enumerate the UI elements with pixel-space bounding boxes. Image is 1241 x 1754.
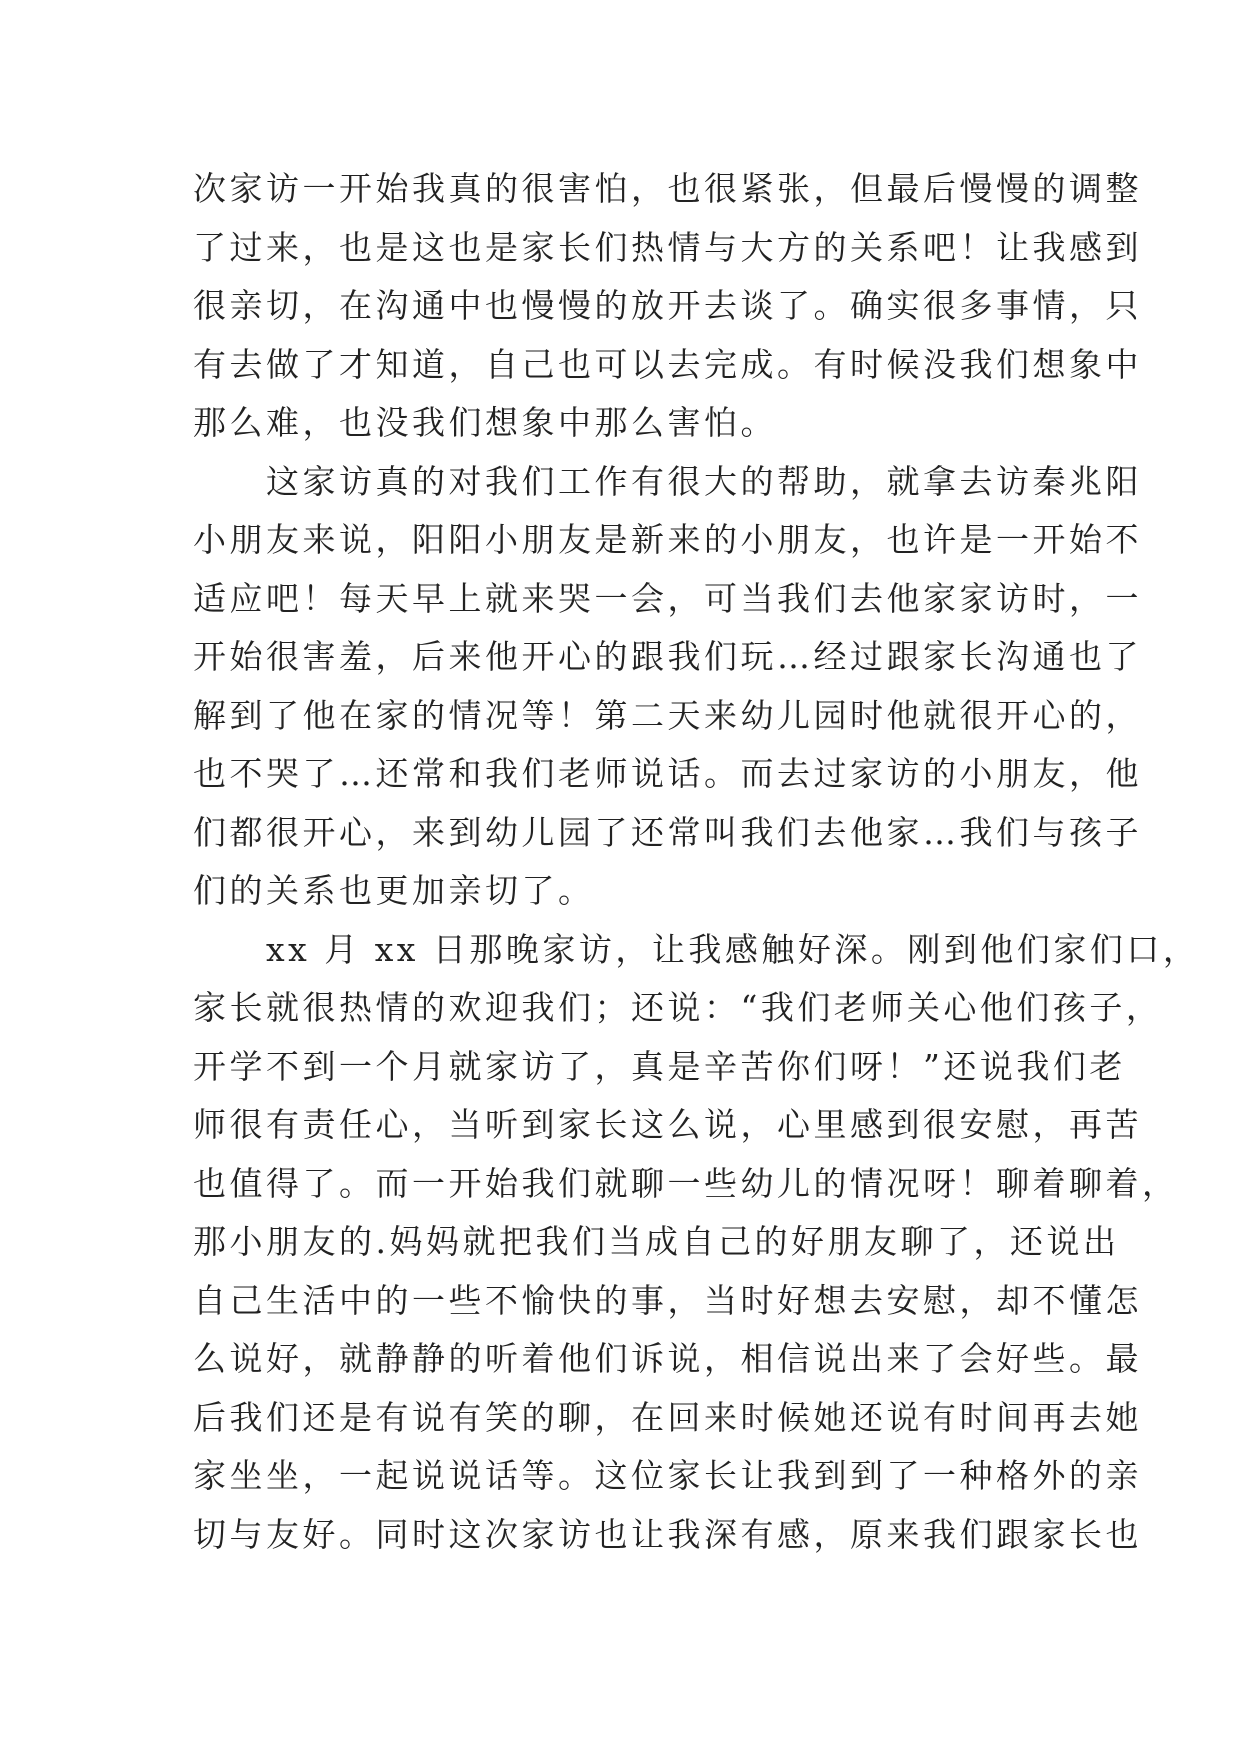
text-line: 么说好，就静静的听着他们诉说，相信说出来了会好些。最 (193, 1339, 1142, 1378)
text-line: 师很有责任心，当听到家长这么说，心里感到很安慰，再苦 (193, 1105, 1142, 1144)
text-line: 这家访真的对我们工作有很大的帮助，就拿去访秦兆阳 (193, 461, 1142, 501)
text-line: 自己生活中的一些不愉快的事，当时好想去安慰，却不懂怎 (193, 1280, 1142, 1320)
text-line: xx 月 xx 日那晚家访，让我感触好深。刚到他们家们口， (193, 929, 1200, 969)
text-line: 也不哭了…还常和我们老师说话。而去过家访的小朋友，他 (193, 754, 1142, 793)
body-text (193, 160, 1200, 1564)
text-line: 很亲切，在沟通中也慢慢的放开去谈了。确实很多事情，只 (193, 286, 1142, 325)
text-line: 那么难，也没我们想象中那么害怕。 (193, 403, 777, 442)
text-line: 家坐坐，一起说说话等。这位家长让我到到了一种格外的亲 (193, 1456, 1142, 1495)
text-line: 切与友好。同时这次家访也让我深有感，原来我们跟家长也 (193, 1514, 1142, 1554)
text-line: 了过来，也是这也是家长们热情与大方的关系吧！让我感到 (193, 227, 1142, 267)
text-line: 开学不到一个月就家访了，真是辛苦你们呀！”还说我们老 (193, 1046, 1126, 1086)
text-line: 开始很害羞，后来他开心的跟我们玩…经过跟家长沟通也了 (193, 637, 1142, 676)
text-line: 小朋友来说，阳阳小朋友是新来的小朋友，也许是一开始不 (193, 520, 1142, 559)
text-line: 次家访一开始我真的很害怕，也很紧张，但最后慢慢的调整 (193, 169, 1142, 208)
text-line: 们的关系也更加亲切了。 (193, 871, 595, 910)
text-line: 那小朋友的.妈妈就把我们当成自己的好朋友聊了，还说出 (193, 1222, 1120, 1261)
text-line: 适应吧！每天早上就来哭一会，可当我们去他家家访时，一 (193, 578, 1142, 618)
text-line: 也值得了。而一开始我们就聊一些幼儿的情况呀！聊着聊着， (193, 1163, 1179, 1203)
text-line: 有去做了才知道，自己也可以去完成。有时候没我们想象中 (193, 344, 1142, 384)
text-line: 们都很开心，来到幼儿园了还常叫我们去他家…我们与孩子 (193, 812, 1142, 852)
text-line: 解到了他在家的情况等！第二天来幼儿园时他就很开心的， (193, 695, 1142, 735)
text-line: 家长就很热情的欢迎我们；还说：“我们老师关心他们孩子， (193, 988, 1163, 1027)
text-line: 后我们还是有说有笑的聊，在回来时候她还说有时间再去她 (193, 1397, 1142, 1437)
